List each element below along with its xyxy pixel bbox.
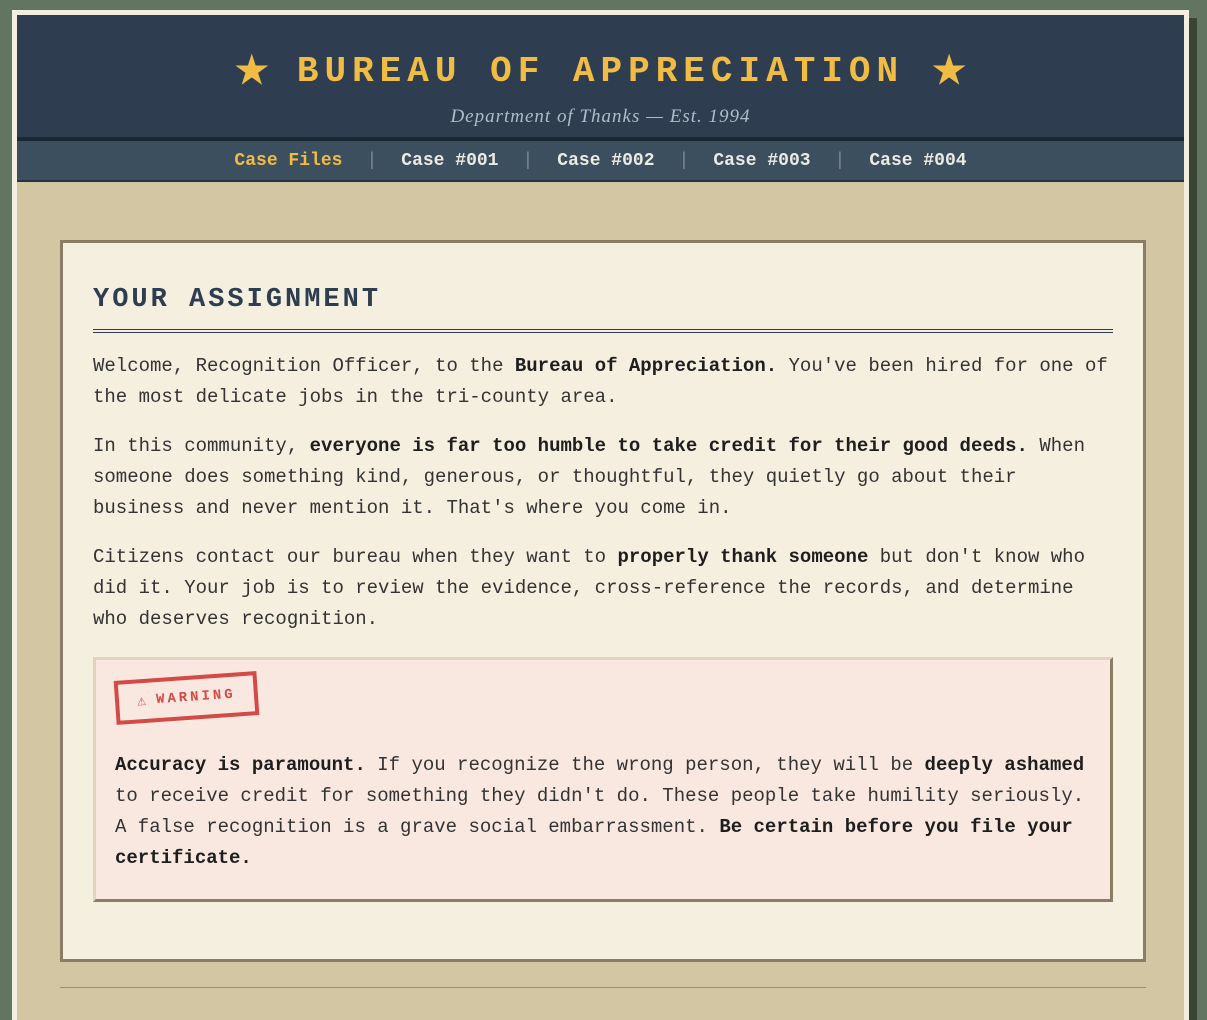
bold-span: Accuracy is paramount.: [115, 754, 366, 776]
intro-paragraph: [93, 351, 1113, 413]
site-title: [235, 48, 966, 95]
text-span: In this community,: [93, 435, 310, 457]
bold-span: properly thank someone: [617, 546, 869, 568]
warning-stamp-label: WARNING: [155, 686, 237, 708]
site-header: [17, 15, 1184, 141]
text-span: When someone does something kind, generous, or thoughtful, they quietly go about their business and never mention it. That's where you come in.: [93, 435, 1085, 519]
text-span: Welcome, Recognition Officer, to the: [93, 355, 515, 377]
bold-span: Be certain before you file your certificate.: [115, 816, 1073, 869]
assignment-card: [60, 240, 1146, 962]
nav-case-002[interactable]: Case #002: [557, 150, 655, 171]
warning-box: [93, 657, 1113, 902]
main-nav: [17, 141, 1184, 182]
site-title-text: BUREAU OF APPRECIATION: [296, 51, 905, 92]
nav-case-004[interactable]: Case #004: [869, 150, 967, 171]
page-frame: [12, 10, 1189, 1020]
assignment-heading: YOUR ASSIGNMENT: [93, 285, 1113, 333]
nav-separator: |: [834, 150, 846, 171]
nav-separator: |: [678, 150, 690, 171]
warning-triangle-icon: ⚠: [136, 692, 147, 711]
bold-span: Bureau of Appreciation.: [514, 355, 778, 377]
text-span: You've been hired for one of the most delicate jobs in the tri-county area.: [93, 355, 1108, 408]
bold-span: deeply ashamed: [924, 754, 1085, 776]
nav-case-003[interactable]: Case #003: [713, 150, 811, 171]
text-span: If you recognize the wrong person, they will be: [365, 754, 925, 776]
text-span: but don't know who did it. Your job is to review the evidence, cross-reference the records, and determine who deserves recognition.: [93, 546, 1085, 630]
nav-separator: |: [366, 150, 378, 171]
warning-text: [115, 750, 1091, 874]
star-icon-left: ★: [234, 52, 269, 95]
humility-paragraph: [93, 431, 1113, 524]
text-span: to receive credit for something they didn't do. These people take humility seriously. A false recognition is a grave social embarrassment.: [115, 785, 1085, 838]
bottom-divider: [60, 987, 1146, 988]
text-span: Citizens contact our bureau when they want to: [93, 546, 618, 568]
warning-stamp: [114, 671, 260, 725]
nav-separator: |: [522, 150, 534, 171]
site-subtitle: Department of Thanks — Est. 1994: [450, 106, 751, 127]
nav-case-files[interactable]: Case Files: [234, 150, 343, 171]
bold-span: everyone is far too humble to take credit for their good deeds.: [309, 435, 1028, 457]
nav-case-001[interactable]: Case #001: [401, 150, 499, 171]
job-paragraph: [93, 542, 1113, 635]
star-icon-right: ★: [932, 52, 967, 95]
